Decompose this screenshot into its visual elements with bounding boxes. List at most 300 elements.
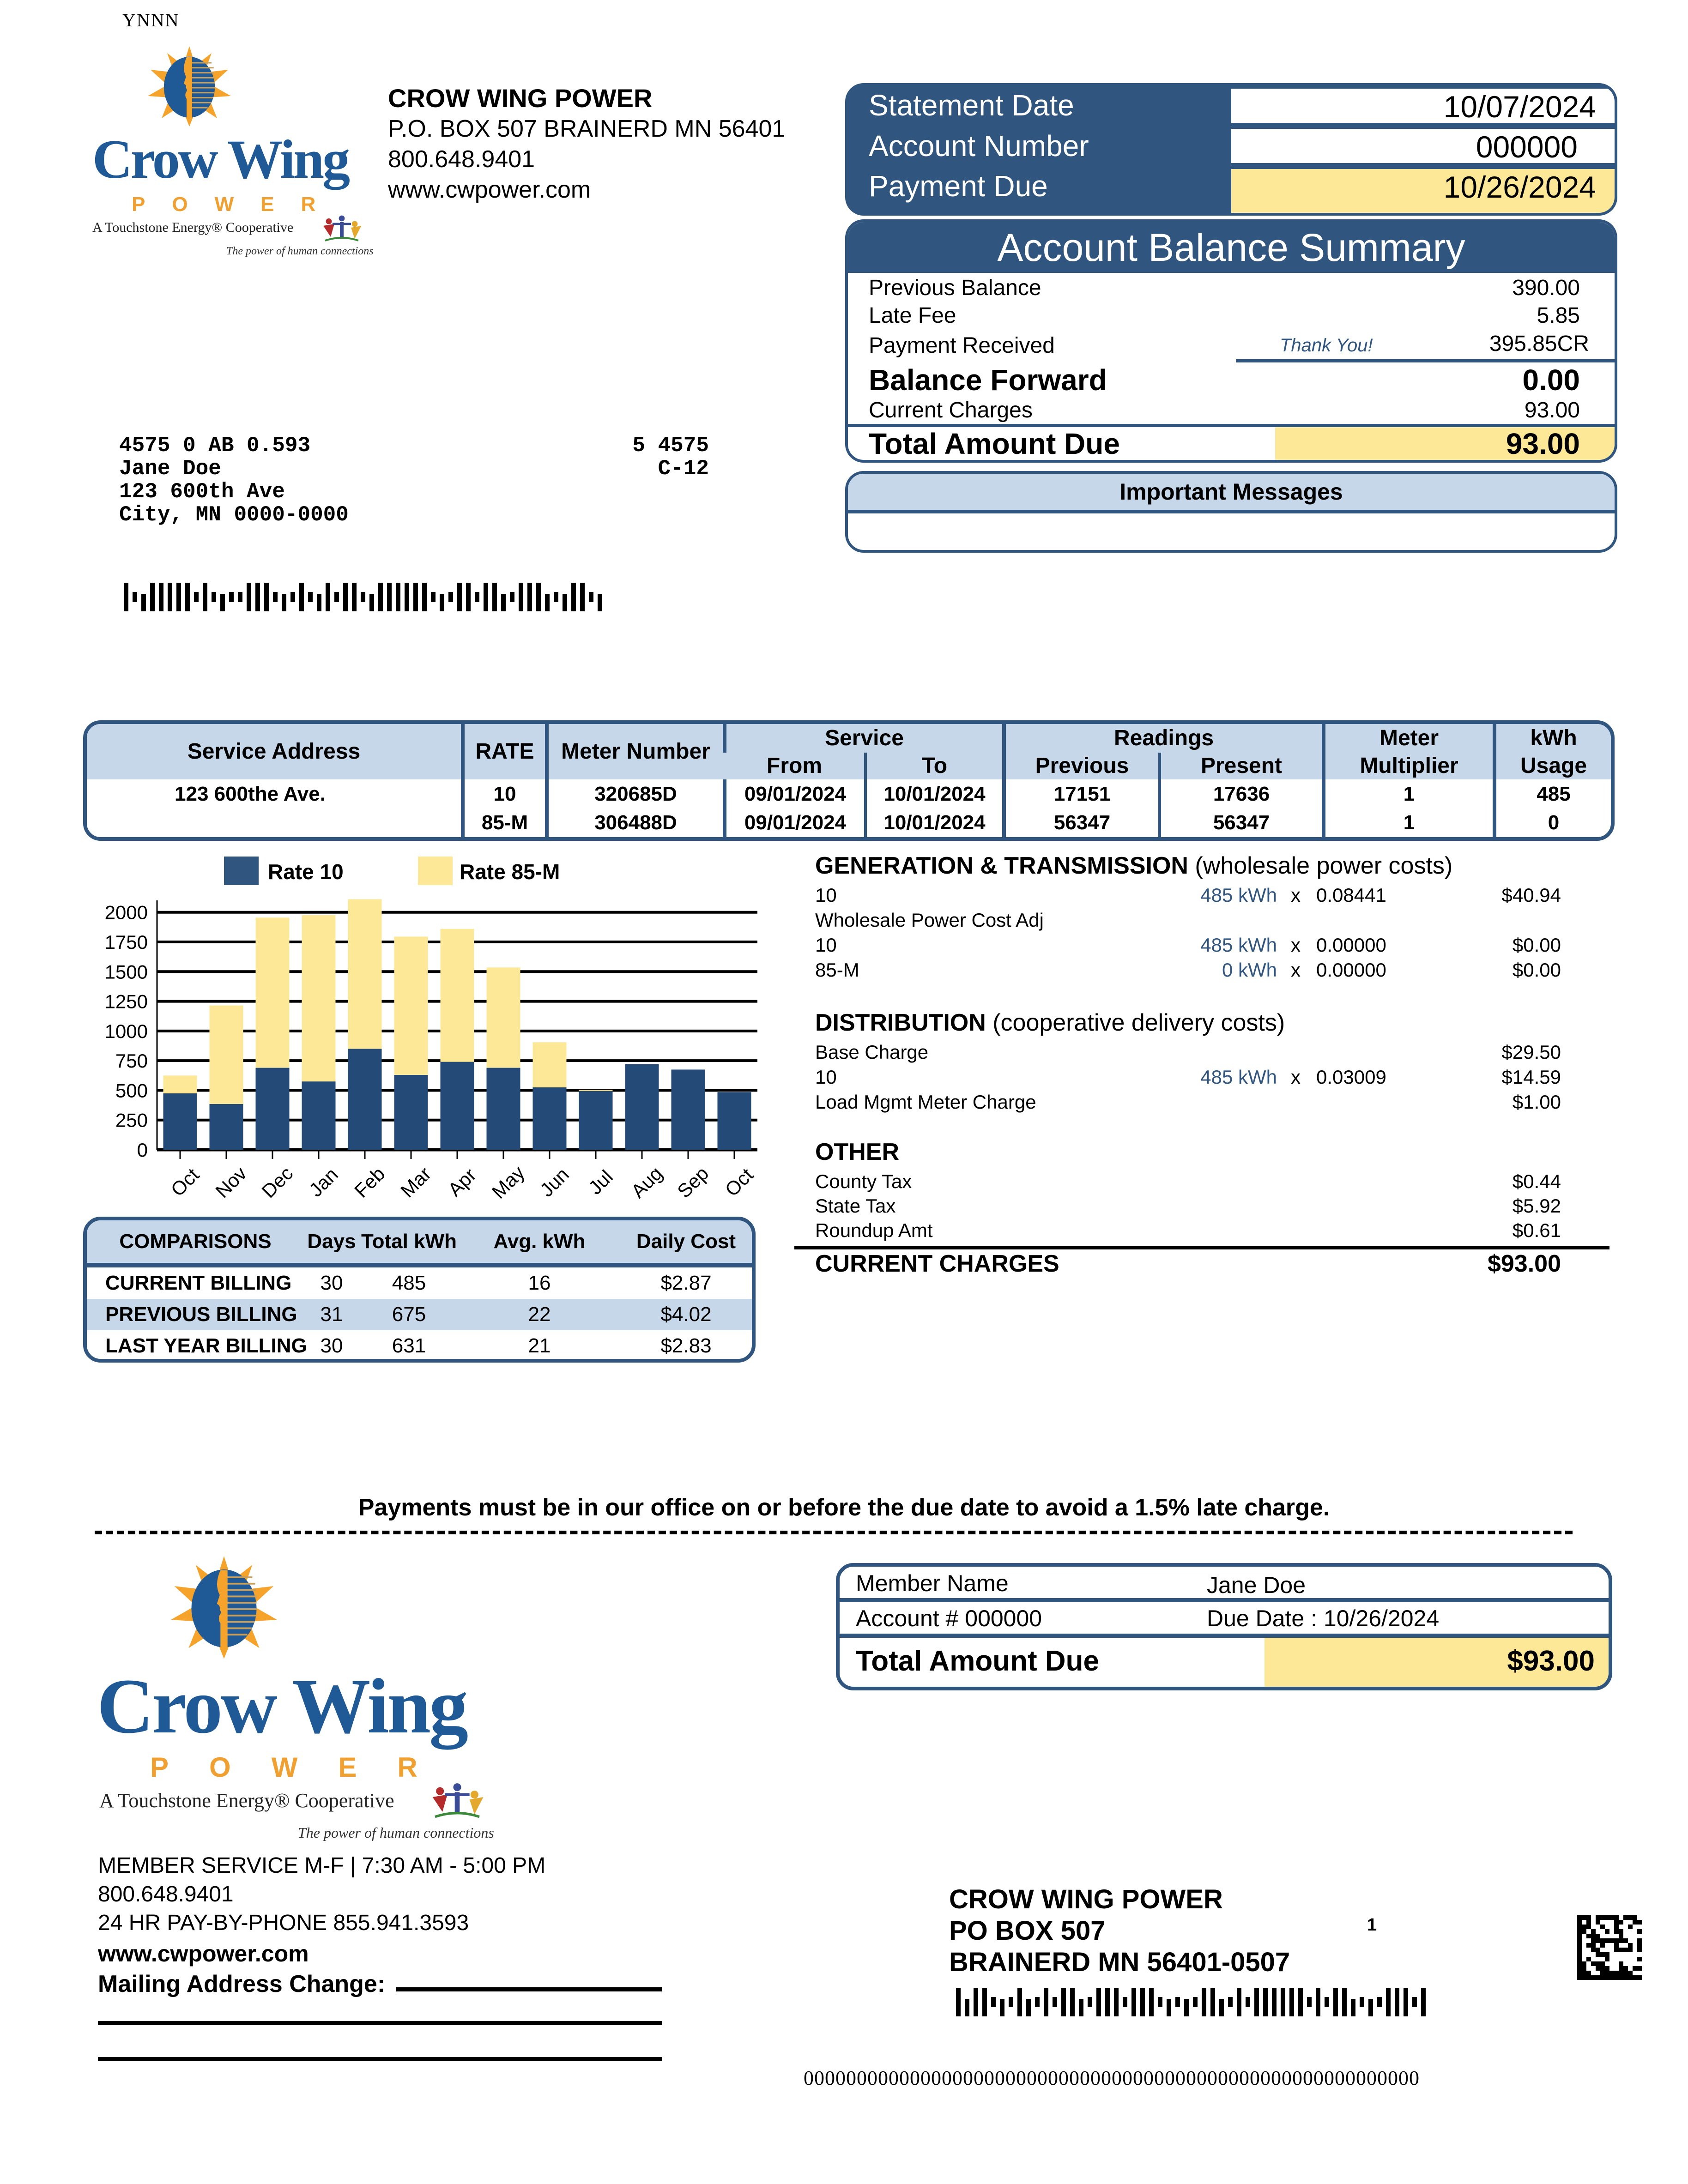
- datamatrix-cell: [1633, 1966, 1637, 1971]
- col-meter-number: Meter Number: [547, 724, 725, 779]
- datamatrix-cell: [1633, 1915, 1637, 1920]
- dist-row-label: 10: [815, 1066, 837, 1088]
- barcode-bar: [1210, 1988, 1215, 2016]
- bar-rate-10: [672, 1069, 705, 1150]
- sort-code-1: 5 4575: [632, 434, 709, 458]
- cmp-col-label: COMPARISONS: [87, 1220, 304, 1265]
- datamatrix-cell: [1628, 1975, 1633, 1980]
- other-row-label: State Tax: [815, 1195, 896, 1217]
- barcode-bar: [431, 592, 436, 602]
- barcode-bar: [510, 592, 514, 602]
- payment-due-label: Payment Due: [869, 169, 1048, 203]
- gt-row-rate: 0.08441: [1316, 884, 1386, 906]
- barcode-bar: [1184, 1999, 1189, 2016]
- datamatrix-cell: [1582, 1915, 1586, 1920]
- bar-rate-10: [441, 1062, 474, 1150]
- thank-you-text: Thank You!: [1280, 335, 1373, 356]
- barcode-bar: [1053, 1997, 1057, 2007]
- barcode-bar: [991, 1997, 996, 2007]
- logo-affiliation: A Touchstone Energy® Cooperative: [99, 1789, 394, 1812]
- datamatrix-cell: [1586, 1957, 1591, 1961]
- barcode-bar: [1149, 1988, 1154, 2016]
- dist-section-title: [815, 1009, 1285, 1037]
- datamatrix-cell: [1577, 1934, 1582, 1938]
- barcode-bar: [466, 583, 471, 611]
- barcode-bar: [501, 594, 506, 611]
- barcode-bar: [519, 583, 523, 611]
- datamatrix-cell: [1591, 1929, 1596, 1934]
- other-title: OTHER: [815, 1139, 899, 1165]
- mailing-line-sort: 4575 0 AB 0.593: [119, 434, 311, 458]
- remit-box: PO BOX 507: [949, 1916, 1106, 1946]
- barcode-bar: [974, 1988, 978, 2016]
- barcode-bar: [1009, 1997, 1013, 2007]
- member-service-hours: MEMBER SERVICE M-F | 7:30 AM - 5:00 PM: [98, 1853, 546, 1878]
- people-icon: [427, 1782, 487, 1819]
- gt-row-kwh: 485 kWh: [1200, 884, 1277, 906]
- x-tick-label: Feb: [350, 1163, 389, 1202]
- mailing-name: Jane Doe: [119, 457, 221, 481]
- logo-tagline: The power of human connections: [226, 245, 374, 257]
- member-service-phone: 800.648.9401: [98, 1882, 234, 1906]
- datamatrix-cell: [1591, 1975, 1596, 1980]
- datamatrix-cell: [1619, 1961, 1623, 1966]
- barcode-bar: [273, 592, 278, 602]
- barcode-bar: [238, 592, 242, 602]
- sun-faces-icon: [134, 46, 245, 129]
- table-row: [87, 1265, 752, 1299]
- cmp-col-days: Days: [304, 1220, 359, 1265]
- statement-info-box: [845, 83, 1617, 216]
- datamatrix-cell: [1582, 1975, 1586, 1980]
- datamatrix-cell: [1637, 1929, 1642, 1934]
- cmp-daily: $4.02: [620, 1299, 752, 1330]
- barcode-bar: [1026, 1999, 1031, 2016]
- balance-forward-value: 0.00: [1522, 363, 1580, 397]
- datamatrix-cell: [1609, 1971, 1614, 1975]
- datamatrix-cell: [1605, 1971, 1609, 1975]
- previous-balance-value: 390.00: [1512, 276, 1580, 300]
- service-table: [83, 720, 1615, 841]
- gt-row-label: 10: [815, 934, 837, 956]
- barcode-bar: [133, 592, 137, 602]
- x-tick-label: Apr: [443, 1164, 481, 1201]
- barcode-bar: [1377, 1997, 1382, 2007]
- bar-rate-85m: [487, 967, 520, 1068]
- table-row: [87, 1299, 752, 1330]
- barcode-bar: [264, 583, 269, 611]
- barcode-bar: [1386, 1988, 1391, 2016]
- gt-row-label: 10: [815, 884, 837, 906]
- barcode-bar: [290, 592, 295, 602]
- datamatrix-cell: [1591, 1934, 1596, 1938]
- total-amount-due-label: Total Amount Due: [869, 427, 1120, 460]
- datamatrix-cell: [1600, 1915, 1605, 1920]
- y-tick-label: 0: [137, 1139, 148, 1161]
- datamatrix-cell: [1628, 1971, 1633, 1975]
- bar-rate-10: [302, 1081, 336, 1150]
- usage-chart: [83, 891, 776, 1205]
- mailing-city: City, MN 0000-0000: [119, 503, 349, 527]
- barcode-bar: [1061, 1988, 1066, 2016]
- datamatrix-cell: [1596, 1920, 1600, 1925]
- barcode-bar: [448, 592, 453, 602]
- bar-rate-85m: [210, 1006, 243, 1104]
- x-tick-label: Oct: [720, 1164, 758, 1201]
- gt-subtitle: (wholesale power costs): [1195, 852, 1453, 879]
- barcode-bar: [1228, 1997, 1233, 2007]
- datamatrix-cell: [1628, 1915, 1633, 1920]
- barcode-bar: [1219, 1999, 1224, 2016]
- gt-row-label: Wholesale Power Cost Adj: [815, 909, 1044, 931]
- datamatrix-cell: [1619, 1920, 1623, 1925]
- current-charges-total-value: $93.00: [1487, 1250, 1561, 1277]
- sort-code-2: C-12: [658, 457, 709, 481]
- barcode-bar: [1272, 1988, 1277, 2016]
- datamatrix-cell: [1577, 1920, 1582, 1925]
- barcode-bar: [1105, 1988, 1110, 2016]
- barcode-bar: [1404, 1988, 1408, 2016]
- address-change-line-3[interactable]: [98, 2057, 662, 2061]
- barcode-bar: [1202, 1988, 1206, 2016]
- cmp-avg: 22: [459, 1299, 620, 1330]
- datamatrix-cell: [1586, 1925, 1591, 1929]
- gt-row-rate: 0.00000: [1316, 934, 1386, 956]
- payment-due-value: 10/26/2024: [1231, 169, 1615, 213]
- barcode-bar: [1254, 1988, 1259, 2016]
- datamatrix-cell: [1628, 1925, 1633, 1929]
- late-fee-value: 5.85: [1537, 303, 1580, 328]
- cell-multiplier: 1: [1324, 808, 1494, 837]
- datamatrix-cell: [1586, 1920, 1591, 1925]
- x-tick-label: Sep: [673, 1162, 713, 1202]
- cell-previous: 56347: [1004, 808, 1160, 837]
- barcode-bar: [1325, 1997, 1329, 2007]
- datamatrix-cell: [1605, 1957, 1609, 1961]
- y-tick-label: 1500: [104, 961, 148, 983]
- gt-row-kwh: 485 kWh: [1200, 934, 1277, 956]
- barcode-bar: [1281, 1988, 1285, 2016]
- cell-present: 17636: [1160, 779, 1324, 808]
- datamatrix-cell: [1586, 1943, 1591, 1948]
- col-rate: RATE: [463, 724, 547, 779]
- bar-rate-85m: [348, 899, 382, 1049]
- col-present: Present: [1160, 753, 1324, 779]
- datamatrix-cell: [1582, 1929, 1586, 1934]
- barcode-bar: [1412, 1997, 1417, 2007]
- datamatrix-cell: [1637, 1957, 1642, 1961]
- contact-info: [98, 1852, 545, 1998]
- barcode-bar: [369, 594, 374, 611]
- account-number-value: 000000: [1231, 129, 1615, 163]
- barcode-bar: [545, 594, 550, 611]
- balance-forward-label: Balance Forward: [869, 363, 1107, 397]
- datamatrix-cell: [1600, 1975, 1605, 1980]
- cmp-col-daily: Daily Cost: [620, 1220, 752, 1265]
- datamatrix-cell: [1614, 1943, 1619, 1948]
- address-change-line-2[interactable]: [98, 2021, 662, 2025]
- x-tick-label: Jan: [304, 1163, 342, 1201]
- datamatrix-cell: [1596, 1975, 1600, 1980]
- cell-meter: 320685D: [547, 779, 725, 808]
- barcode-bar: [1114, 1988, 1119, 2016]
- barcode-bar: [405, 583, 409, 611]
- legend-label-rate-85m: Rate 85-M: [460, 860, 560, 884]
- barcode-bar: [413, 583, 418, 611]
- other-row-label: County Tax: [815, 1170, 912, 1192]
- dist-row-label: Load Mgmt Meter Charge: [815, 1091, 1036, 1113]
- datamatrix-cell: [1619, 1934, 1623, 1938]
- legend-swatch-rate-10: [224, 857, 259, 885]
- remit-barcode: [956, 1988, 1426, 2016]
- address-change-line-1[interactable]: [396, 1987, 662, 1991]
- bar-rate-10: [718, 1092, 751, 1150]
- balance-summary-title: Account Balance Summary: [848, 222, 1615, 273]
- barcode-bar: [956, 1988, 961, 2016]
- account-balance-summary: [845, 219, 1617, 463]
- cell-rate: 85-M: [463, 808, 547, 837]
- datamatrix-cell: [1577, 1952, 1582, 1957]
- account-number-label: Account Number: [869, 129, 1089, 163]
- datamatrix-cell: [1582, 1966, 1586, 1971]
- barcode-bar: [563, 594, 567, 611]
- gt-row-times: x: [1291, 934, 1301, 956]
- datamatrix-cell: [1582, 1961, 1586, 1966]
- datamatrix-cell: [1609, 1975, 1614, 1980]
- datamatrix-cell: [1591, 1948, 1596, 1952]
- col-meter-multiplier-2: Multiplier: [1324, 753, 1494, 779]
- datamatrix-cell: [1586, 1975, 1591, 1980]
- dist-row-rate: 0.03009: [1316, 1066, 1386, 1088]
- datamatrix-cell: [1591, 1938, 1596, 1943]
- datamatrix-cell: [1605, 1938, 1609, 1943]
- x-tick-label: Nov: [211, 1162, 251, 1202]
- datamatrix-cell: [1623, 1915, 1628, 1920]
- company-logo: [88, 46, 374, 257]
- barcode-bar: [317, 594, 321, 611]
- page-marker: 1: [1367, 1915, 1377, 1935]
- barcode-bar: [1017, 1988, 1022, 2016]
- people-icon: [319, 215, 365, 242]
- bar-rate-10: [579, 1091, 613, 1150]
- barcode-bar: [150, 583, 155, 611]
- gt-row-amount: $0.00: [1512, 934, 1561, 956]
- tear-line: [95, 1531, 1573, 1534]
- datamatrix-cell: [1637, 1938, 1642, 1943]
- mailing-street: 123 600th Ave: [119, 480, 285, 504]
- barcode-bar: [1289, 1988, 1294, 2016]
- barcode-bar: [1298, 1988, 1303, 2016]
- y-tick-label: 1250: [104, 990, 148, 1013]
- barcode-bar: [378, 583, 383, 611]
- x-tick-label: May: [487, 1161, 529, 1203]
- barcode-bar: [1193, 1997, 1198, 2007]
- barcode-bar: [185, 583, 190, 611]
- bar-rate-10: [256, 1068, 290, 1150]
- col-service-address: Service Address: [87, 724, 463, 779]
- datamatrix-cell: [1577, 1961, 1582, 1966]
- barcode-bar: [326, 583, 330, 611]
- mailing-sort-codes: [596, 434, 709, 480]
- datamatrix-cell: [1600, 1966, 1605, 1971]
- cmp-daily: $2.83: [660, 1334, 712, 1357]
- bar-rate-10: [210, 1104, 243, 1150]
- datamatrix-cell: [1628, 1948, 1633, 1952]
- barcode-bar: [255, 583, 260, 611]
- payment-received-value: 395.85CR: [1489, 332, 1589, 356]
- datamatrix-cell: [1577, 1929, 1582, 1934]
- datamatrix-cell: [1637, 1975, 1642, 1980]
- datamatrix-cell: [1596, 1934, 1600, 1938]
- datamatrix-cell: [1628, 1943, 1633, 1948]
- datamatrix-cell: [1614, 1915, 1619, 1920]
- datamatrix-cell: [1614, 1948, 1619, 1952]
- barcode-bar: [396, 583, 400, 611]
- contact-website[interactable]: www.cwpower.com: [98, 1941, 309, 1967]
- other-row-amount: $0.44: [1512, 1170, 1561, 1192]
- datamatrix-cell: [1619, 1938, 1623, 1943]
- col-service: Service: [725, 724, 1004, 753]
- datamatrix-cell: [1600, 1925, 1605, 1929]
- current-charges-label: Current Charges: [869, 398, 1033, 422]
- gt-row-times: x: [1291, 959, 1301, 981]
- datamatrix-cell: [1623, 1938, 1628, 1943]
- gt-row-amount: $0.00: [1512, 959, 1561, 981]
- datamatrix-cell: [1600, 1961, 1605, 1966]
- barcode-bar: [1395, 1988, 1399, 2016]
- barcode-bar: [982, 1988, 987, 2016]
- cmp-total: 485: [392, 1272, 426, 1294]
- barcode-bar: [1123, 1997, 1127, 2007]
- gt-row-times: x: [1291, 884, 1301, 906]
- other-row-label: Roundup Amt: [815, 1219, 933, 1241]
- barcode-bar: [343, 583, 348, 611]
- cell-address: [87, 808, 463, 837]
- cmp-label: LAST YEAR BILLING: [105, 1334, 307, 1357]
- datamatrix-cell: [1596, 1915, 1600, 1920]
- bar-rate-85m: [163, 1075, 197, 1093]
- barcode-bar: [554, 592, 558, 602]
- datamatrix-cell: [1577, 1966, 1582, 1971]
- document-code: YNNN: [122, 10, 180, 30]
- dist-subtitle: (cooperative delivery costs): [992, 1009, 1285, 1036]
- barcode-bar: [1000, 1999, 1004, 2016]
- bar-rate-85m: [579, 1090, 613, 1091]
- datamatrix-cell: [1596, 1966, 1600, 1971]
- datamatrix-cell: [1577, 1971, 1582, 1975]
- col-readings: Readings: [1004, 724, 1324, 753]
- cmp-col-avg: Avg. kWh: [459, 1220, 620, 1265]
- logo-tagline: The power of human connections: [298, 1824, 494, 1841]
- cmp-days: 30: [320, 1272, 343, 1294]
- account-number-stub: Account # 000000: [856, 1605, 1042, 1631]
- table-row: [87, 808, 1611, 837]
- barcode-bar: [1246, 1997, 1250, 2007]
- stub-divider-1: [840, 1598, 1609, 1602]
- dist-title: DISTRIBUTION: [815, 1009, 986, 1036]
- barcode-bar: [422, 583, 427, 611]
- barcode-bar: [387, 583, 392, 611]
- remit-address: [949, 1884, 1290, 1978]
- datamatrix-cell: [1637, 1966, 1642, 1971]
- col-kwh-usage-1: kWh: [1494, 724, 1611, 753]
- barcode-bar: [484, 583, 488, 611]
- sun-faces-icon: [155, 1556, 293, 1662]
- barcode-bar: [1237, 1988, 1241, 2016]
- pay-by-phone: 24 HR PAY-BY-PHONE 855.941.3593: [98, 1911, 469, 1935]
- company-logo-stub: [95, 1556, 510, 1833]
- barcode-bar: [124, 583, 128, 611]
- gt-row-label: 85-M: [815, 959, 859, 981]
- datamatrix-cell: [1591, 1943, 1596, 1948]
- barcode-bar: [194, 592, 199, 602]
- x-tick-label: Mar: [396, 1163, 436, 1202]
- company-phone: 800.648.9401: [388, 146, 535, 173]
- address-change-label: Mailing Address Change:: [98, 1971, 386, 1997]
- barcode-bar: [965, 1999, 969, 2016]
- cmp-col-total: Total kWh: [359, 1220, 459, 1265]
- col-from: From: [725, 753, 865, 779]
- barcode-bar: [457, 583, 462, 611]
- cell-previous: 17151: [1004, 779, 1160, 808]
- company-website[interactable]: www.cwpower.com: [388, 176, 591, 203]
- datamatrix-cell: [1596, 1938, 1600, 1943]
- datamatrix-cell: [1582, 1925, 1586, 1929]
- member-name-label: Member Name: [856, 1570, 1009, 1596]
- gt-row-rate: 0.00000: [1316, 959, 1386, 981]
- datamatrix-cell: [1586, 1934, 1591, 1938]
- stub-total-value: $93.00: [1507, 1645, 1595, 1677]
- cell-to: 10/01/2024: [865, 808, 1004, 837]
- col-kwh-usage-2: Usage: [1494, 753, 1611, 779]
- previous-balance-label: Previous Balance: [869, 276, 1041, 300]
- legend-swatch-rate-85m: [418, 857, 453, 885]
- datamatrix-cell: [1600, 1971, 1605, 1975]
- y-tick-label: 750: [115, 1050, 148, 1072]
- datamatrix-cell: [1582, 1971, 1586, 1975]
- barcode-bar: [1035, 1997, 1040, 2007]
- payment-received-label: Payment Received: [869, 333, 1055, 358]
- datamatrix-cell: [1623, 1975, 1628, 1980]
- legend-label-rate-10: Rate 10: [268, 860, 344, 884]
- gt-title: GENERATION & TRANSMISSION: [815, 852, 1188, 879]
- bar-rate-10: [348, 1049, 382, 1150]
- barcode-bar: [475, 592, 479, 602]
- bar-rate-10: [394, 1075, 428, 1150]
- bar-rate-85m: [533, 1042, 567, 1087]
- logo-power: POWER: [150, 1752, 458, 1783]
- y-tick-label: 500: [115, 1080, 148, 1102]
- barcode-bar: [527, 583, 532, 611]
- barcode-bar: [492, 583, 497, 611]
- barcode-bar: [1360, 1997, 1364, 2007]
- barcode-bar: [1131, 1988, 1136, 2016]
- datamatrix-cell: [1605, 1952, 1609, 1957]
- barcode-bar: [1342, 1988, 1347, 2016]
- barcode-bar: [1333, 1988, 1338, 2016]
- dist-row-times: x: [1291, 1066, 1301, 1088]
- datamatrix-cell: [1577, 1938, 1582, 1943]
- x-tick-label: Oct: [166, 1164, 204, 1201]
- datamatrix-cell: [1586, 1915, 1591, 1920]
- due-date-stub: Due Date : 10/26/2024: [1207, 1605, 1440, 1631]
- statement-date-label: Statement Date: [869, 89, 1074, 122]
- important-messages: [845, 471, 1617, 553]
- datamatrix-cell: [1614, 1938, 1619, 1943]
- barcode-bar: [1044, 1988, 1048, 2016]
- col-meter-multiplier-1: Meter: [1324, 724, 1494, 753]
- barcode-bar: [361, 592, 365, 602]
